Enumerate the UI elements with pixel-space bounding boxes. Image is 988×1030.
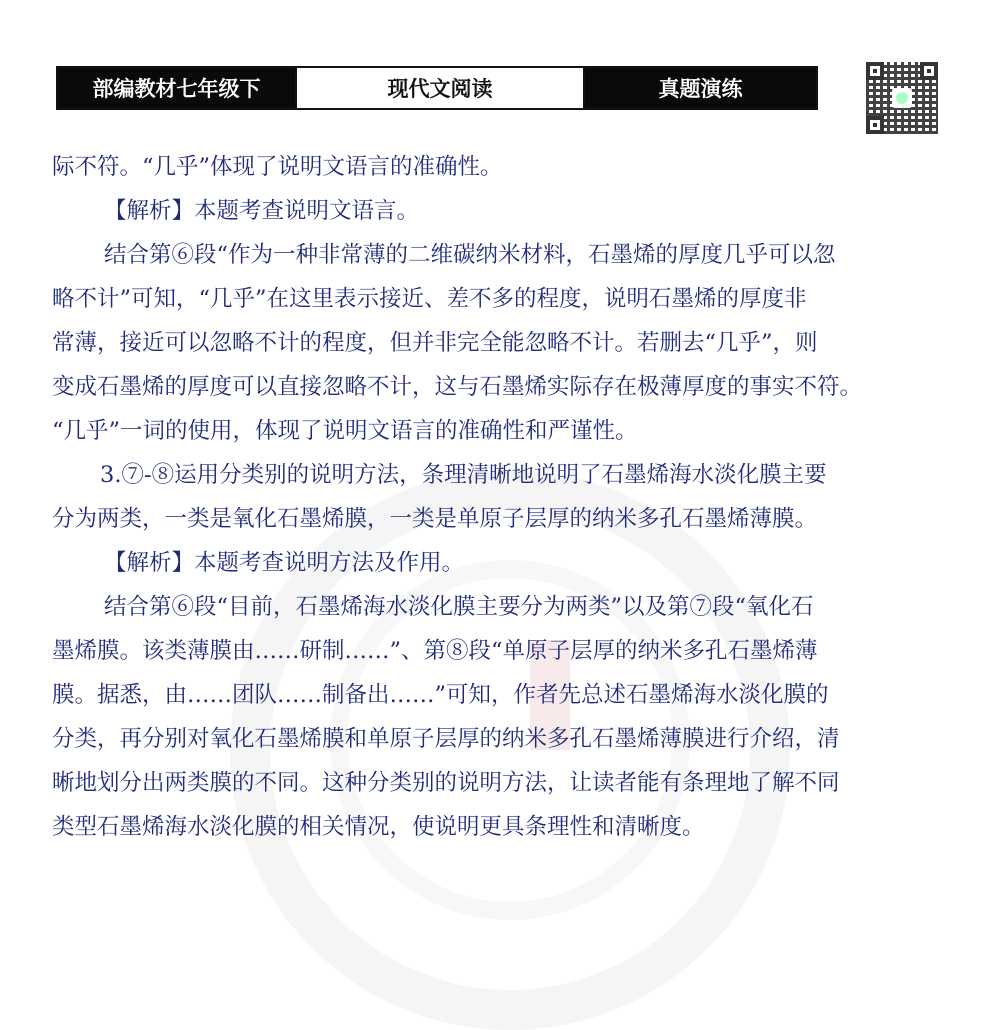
text-line: 分为两类，一类是氧化石墨烯膜，一类是单原子层厚的纳米多孔石墨烯薄膜。 (52, 506, 818, 532)
header-grade-label: 部编教材七年级下 (58, 68, 295, 108)
text-line: 常薄，接近可以忽略不计的程度，但并非完全能忽略不计。若删去“几乎”，则 (52, 330, 818, 356)
text-line: 结合第⑥段“作为一种非常薄的二维碳纳米材料，石墨烯的厚度几乎可以忽 (104, 242, 836, 268)
answer-text (52, 145, 952, 849)
qr-finder-top-left (866, 62, 884, 80)
analysis-heading: 【解析】本题考查说明文语言。 (104, 198, 420, 224)
answer-item-3: 3.⑦-⑧运用分类别的说明方法，条理清晰地说明了石墨烯海水淡化膜主要 (100, 462, 827, 488)
text-line: 墨烯膜。该类薄膜由……研制……”、第⑧段“单原子层厚的纳米多孔石墨烯薄 (52, 638, 818, 664)
text-line: 膜。据悉，由……团队……制备出……”可知，作者先总述石墨烯海水淡化膜的 (52, 682, 829, 708)
text-line: 略不计”可知，“几乎”在这里表示接近、差不多的程度，说明石墨烯的厚度非 (52, 286, 807, 312)
header-bar (56, 66, 818, 110)
qr-code-icon (866, 62, 938, 134)
text-line: “几乎”一词的使用，体现了说明文语言的准确性和严谨性。 (52, 418, 638, 444)
text-line: 类型石墨烯海水淡化膜的相关情况，使说明更具条理性和清晰度。 (52, 814, 705, 840)
qr-finder-top-right (920, 62, 938, 80)
qr-center-logo (892, 88, 912, 108)
text-line: 结合第⑥段“目前，石墨烯海水淡化膜主要分为两类”以及第⑦段“氧化石 (104, 594, 814, 620)
header-practice-label: 真题演练 (585, 68, 816, 108)
qr-finder-bottom-left (866, 116, 884, 134)
analysis-heading: 【解析】本题考查说明方法及作用。 (104, 550, 465, 576)
text-line: 分类，再分别对氧化石墨烯膜和单原子层厚的纳米多孔石墨烯薄膜进行介绍，清 (52, 726, 840, 752)
text-line: 际不符。“几乎”体现了说明文语言的准确性。 (52, 154, 503, 180)
text-line: 晰地划分出两类膜的不同。这种分类别的说明方法，让读者能有条理地了解不同 (52, 770, 840, 796)
text-line: 变成石墨烯的厚度可以直接忽略不计，这与石墨烯实际存在极薄厚度的事实不符。 (52, 374, 863, 400)
header-section-label: 现代文阅读 (295, 68, 585, 108)
